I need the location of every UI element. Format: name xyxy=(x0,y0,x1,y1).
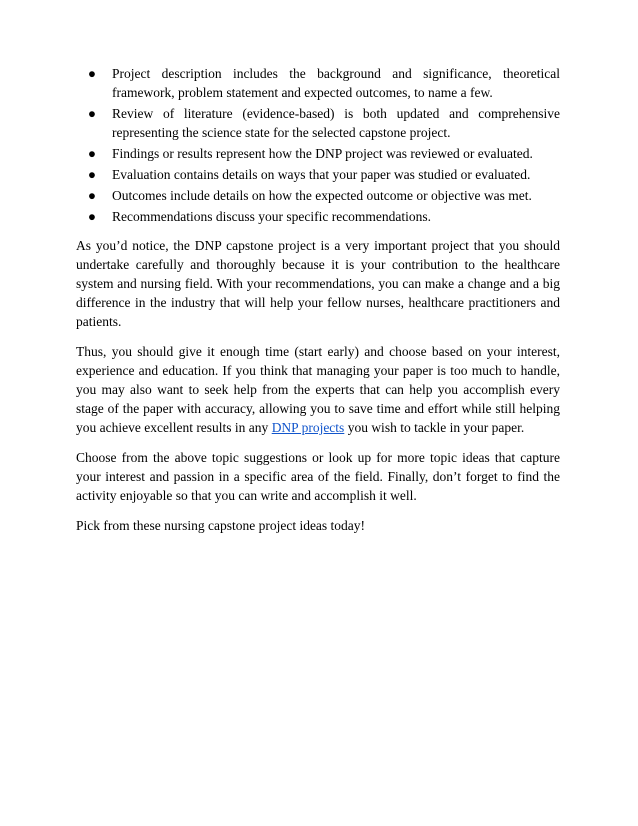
list-item xyxy=(76,104,560,142)
paragraph-time-advice xyxy=(76,342,560,437)
paragraph-text: you wish to tackle in your paper. xyxy=(344,420,525,435)
bullet-icon: ● xyxy=(87,146,97,161)
bullet-icon: ● xyxy=(87,209,97,224)
list-item-text: Recommendations discuss your specific recommendations. xyxy=(112,209,432,224)
list-item xyxy=(76,64,560,102)
list-item xyxy=(76,186,560,205)
list-item-text: Review of literature (evidence-based) is both updated and comprehensive representing the science state for the selected capstone project. xyxy=(112,106,560,140)
list-item xyxy=(76,207,560,226)
bullet-icon: ● xyxy=(87,106,97,121)
list-item xyxy=(76,144,560,163)
list-item-text: Findings or results represent how the DNP project was reviewed or evaluated. xyxy=(112,146,533,161)
bullet-icon: ● xyxy=(87,66,97,81)
list-item-text: Evaluation contains details on ways that your paper was studied or evaluated. xyxy=(112,167,531,182)
paragraph-text: Thus, you should give it enough time (start early) and choose based on your interest, experience and education. If you think that managing your paper is too much to handle, you may also want to seek help from the experts that can help you accomplish every stage of the paper with accuracy, allowing you to save time and effort while still helping you achieve excellent results in any xyxy=(76,344,560,435)
list-item-text: Project description includes the background and significance, theoretical framework, problem statement and expected outcomes, to name a few. xyxy=(112,66,560,100)
paragraph-importance: As you’d notice, the DNP capstone project is a very important project that you should undertake carefully and thoroughly because it is your contribution to the healthcare system and nursing field. With your recommendations, you can make a change and a big difference in the industry that will help your fellow nurses, healthcare practitioners and patients. xyxy=(76,238,560,329)
bullet-icon: ● xyxy=(87,167,97,182)
document-page xyxy=(76,64,560,546)
list-item xyxy=(76,165,560,184)
paragraph-closing: Pick from these nursing capstone project ideas today! xyxy=(76,518,366,533)
list-item-text: Outcomes include details on how the expected outcome or objective was met. xyxy=(112,188,532,203)
dnp-projects-link[interactable]: DNP projects xyxy=(271,420,345,435)
bullet-icon: ● xyxy=(87,188,97,203)
bullet-list xyxy=(76,64,560,226)
paragraph-choose-topics: Choose from the above topic suggestions or look up for more topic ideas that capture your interest and passion in a specific area of the field. Finally, don’t forget to find the activity enjoyable so that you can write and accomplish it well. xyxy=(76,450,560,503)
